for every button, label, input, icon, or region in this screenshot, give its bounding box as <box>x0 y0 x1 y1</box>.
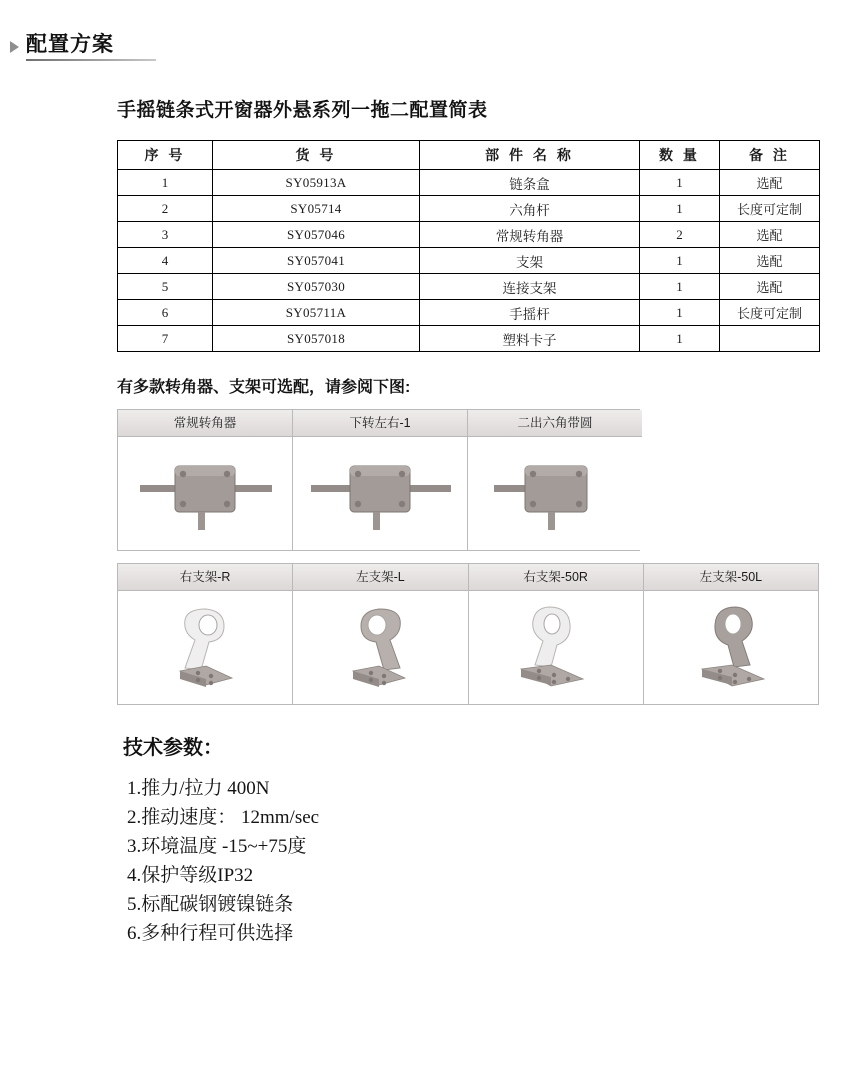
corner-parts-gallery <box>117 409 640 551</box>
table-row <box>118 274 820 300</box>
part-caption: 下转左右-1 <box>293 410 467 437</box>
part-cell-corner-down-lr <box>293 410 468 550</box>
cell-code: SY057030 <box>213 274 420 300</box>
part-image-bracket-50r <box>469 591 643 704</box>
cell-qty: 1 <box>640 300 720 326</box>
cell-qty: 1 <box>640 248 720 274</box>
cell-remark: 选配 <box>720 248 820 274</box>
tech-param-item: 2.推动速度： 12mm/sec <box>127 807 320 828</box>
cell-code: SY057041 <box>213 248 420 274</box>
bracket-parts-gallery <box>117 563 819 705</box>
part-cell-bracket-50r <box>469 564 644 704</box>
part-caption: 左支架-50L <box>644 564 818 591</box>
cell-code: SY05913A <box>213 170 420 196</box>
page-title: 配置方案 <box>26 33 114 56</box>
tech-param-item: 3.环境温度 -15~+75度 <box>127 836 307 857</box>
cell-remark: 选配 <box>720 274 820 300</box>
part-caption: 右支架-50R <box>469 564 643 591</box>
tech-param-item: 1.推力/拉力 400N <box>127 778 270 799</box>
bracket-right-50-drawing <box>469 591 643 704</box>
table-row <box>118 300 820 326</box>
column-header-name: 部 件 名 称 <box>420 141 640 170</box>
cell-qty: 2 <box>640 222 720 248</box>
cell-no: 5 <box>118 274 213 300</box>
tech-param-item: 5.标配碳钢镀镍链条 <box>127 894 294 915</box>
part-image-bracket-50l <box>644 591 818 704</box>
cell-code: SY05711A <box>213 300 420 326</box>
part-cell-bracket-50l <box>644 564 818 704</box>
cell-remark: 长度可定制 <box>720 196 820 222</box>
tech-params-title: 技术参数： <box>123 737 223 759</box>
cell-code: SY057046 <box>213 222 420 248</box>
corner-drive-down-lr-drawing <box>293 437 467 550</box>
part-image-corner-hex-round <box>468 437 642 550</box>
column-header-qty: 数 量 <box>640 141 720 170</box>
table-row <box>118 326 820 352</box>
cell-code: SY05714 <box>213 196 420 222</box>
document-content <box>117 95 819 948</box>
cell-remark: 选配 <box>720 222 820 248</box>
page-header <box>0 28 866 62</box>
part-cell-corner-standard <box>118 410 293 550</box>
triangle-right-icon <box>10 41 19 53</box>
cell-name: 手摇杆 <box>420 300 640 326</box>
column-header-no: 序 号 <box>118 141 213 170</box>
part-image-bracket-r <box>118 591 292 704</box>
cell-qty: 1 <box>640 170 720 196</box>
table-row <box>118 222 820 248</box>
options-note: 有多款转角器、支架可选配，请参阅下图: <box>117 379 411 396</box>
table-row <box>118 170 820 196</box>
column-header-code: 货 号 <box>213 141 420 170</box>
cell-no: 3 <box>118 222 213 248</box>
part-cell-bracket-r <box>118 564 293 704</box>
cell-no: 1 <box>118 170 213 196</box>
table-row <box>118 248 820 274</box>
cell-no: 2 <box>118 196 213 222</box>
bracket-right-drawing <box>118 591 292 704</box>
cell-qty: 1 <box>640 196 720 222</box>
cell-code: SY057018 <box>213 326 420 352</box>
header-divider <box>26 59 156 61</box>
column-header-remark: 备 注 <box>720 141 820 170</box>
part-caption: 常规转角器 <box>118 410 292 437</box>
cell-name: 链条盒 <box>420 170 640 196</box>
cell-no: 4 <box>118 248 213 274</box>
configuration-table <box>117 140 820 352</box>
cell-name: 连接支架 <box>420 274 640 300</box>
cell-no: 6 <box>118 300 213 326</box>
cell-name: 六角杆 <box>420 196 640 222</box>
document-title: 手摇链条式开窗器外悬系列一拖二配置简表 <box>117 100 488 121</box>
table-row <box>118 196 820 222</box>
part-image-corner-down-lr <box>293 437 467 550</box>
cell-remark: 选配 <box>720 170 820 196</box>
cell-name: 支架 <box>420 248 640 274</box>
corner-drive-standard-drawing <box>118 437 292 550</box>
bracket-left-drawing <box>293 591 467 704</box>
tech-param-item: 4.保护等级IP32 <box>127 865 254 886</box>
table-header-row <box>118 141 820 170</box>
tech-param-item: 6.多种行程可供选择 <box>127 923 294 944</box>
part-caption: 二出六角带圆 <box>468 410 642 437</box>
cell-remark <box>720 326 820 352</box>
cell-no: 7 <box>118 326 213 352</box>
bracket-left-50-drawing <box>644 591 818 704</box>
cell-name: 塑料卡子 <box>420 326 640 352</box>
part-caption: 右支架-R <box>118 564 292 591</box>
part-cell-bracket-l <box>293 564 468 704</box>
cell-qty: 1 <box>640 274 720 300</box>
cell-remark: 长度可定制 <box>720 300 820 326</box>
part-image-bracket-l <box>293 591 467 704</box>
cell-qty: 1 <box>640 326 720 352</box>
part-image-corner-standard <box>118 437 292 550</box>
part-cell-corner-hex-round <box>468 410 642 550</box>
cell-name: 常规转角器 <box>420 222 640 248</box>
corner-drive-hex-round-drawing <box>468 437 642 550</box>
tech-params-list <box>117 774 819 948</box>
part-caption: 左支架-L <box>293 564 467 591</box>
